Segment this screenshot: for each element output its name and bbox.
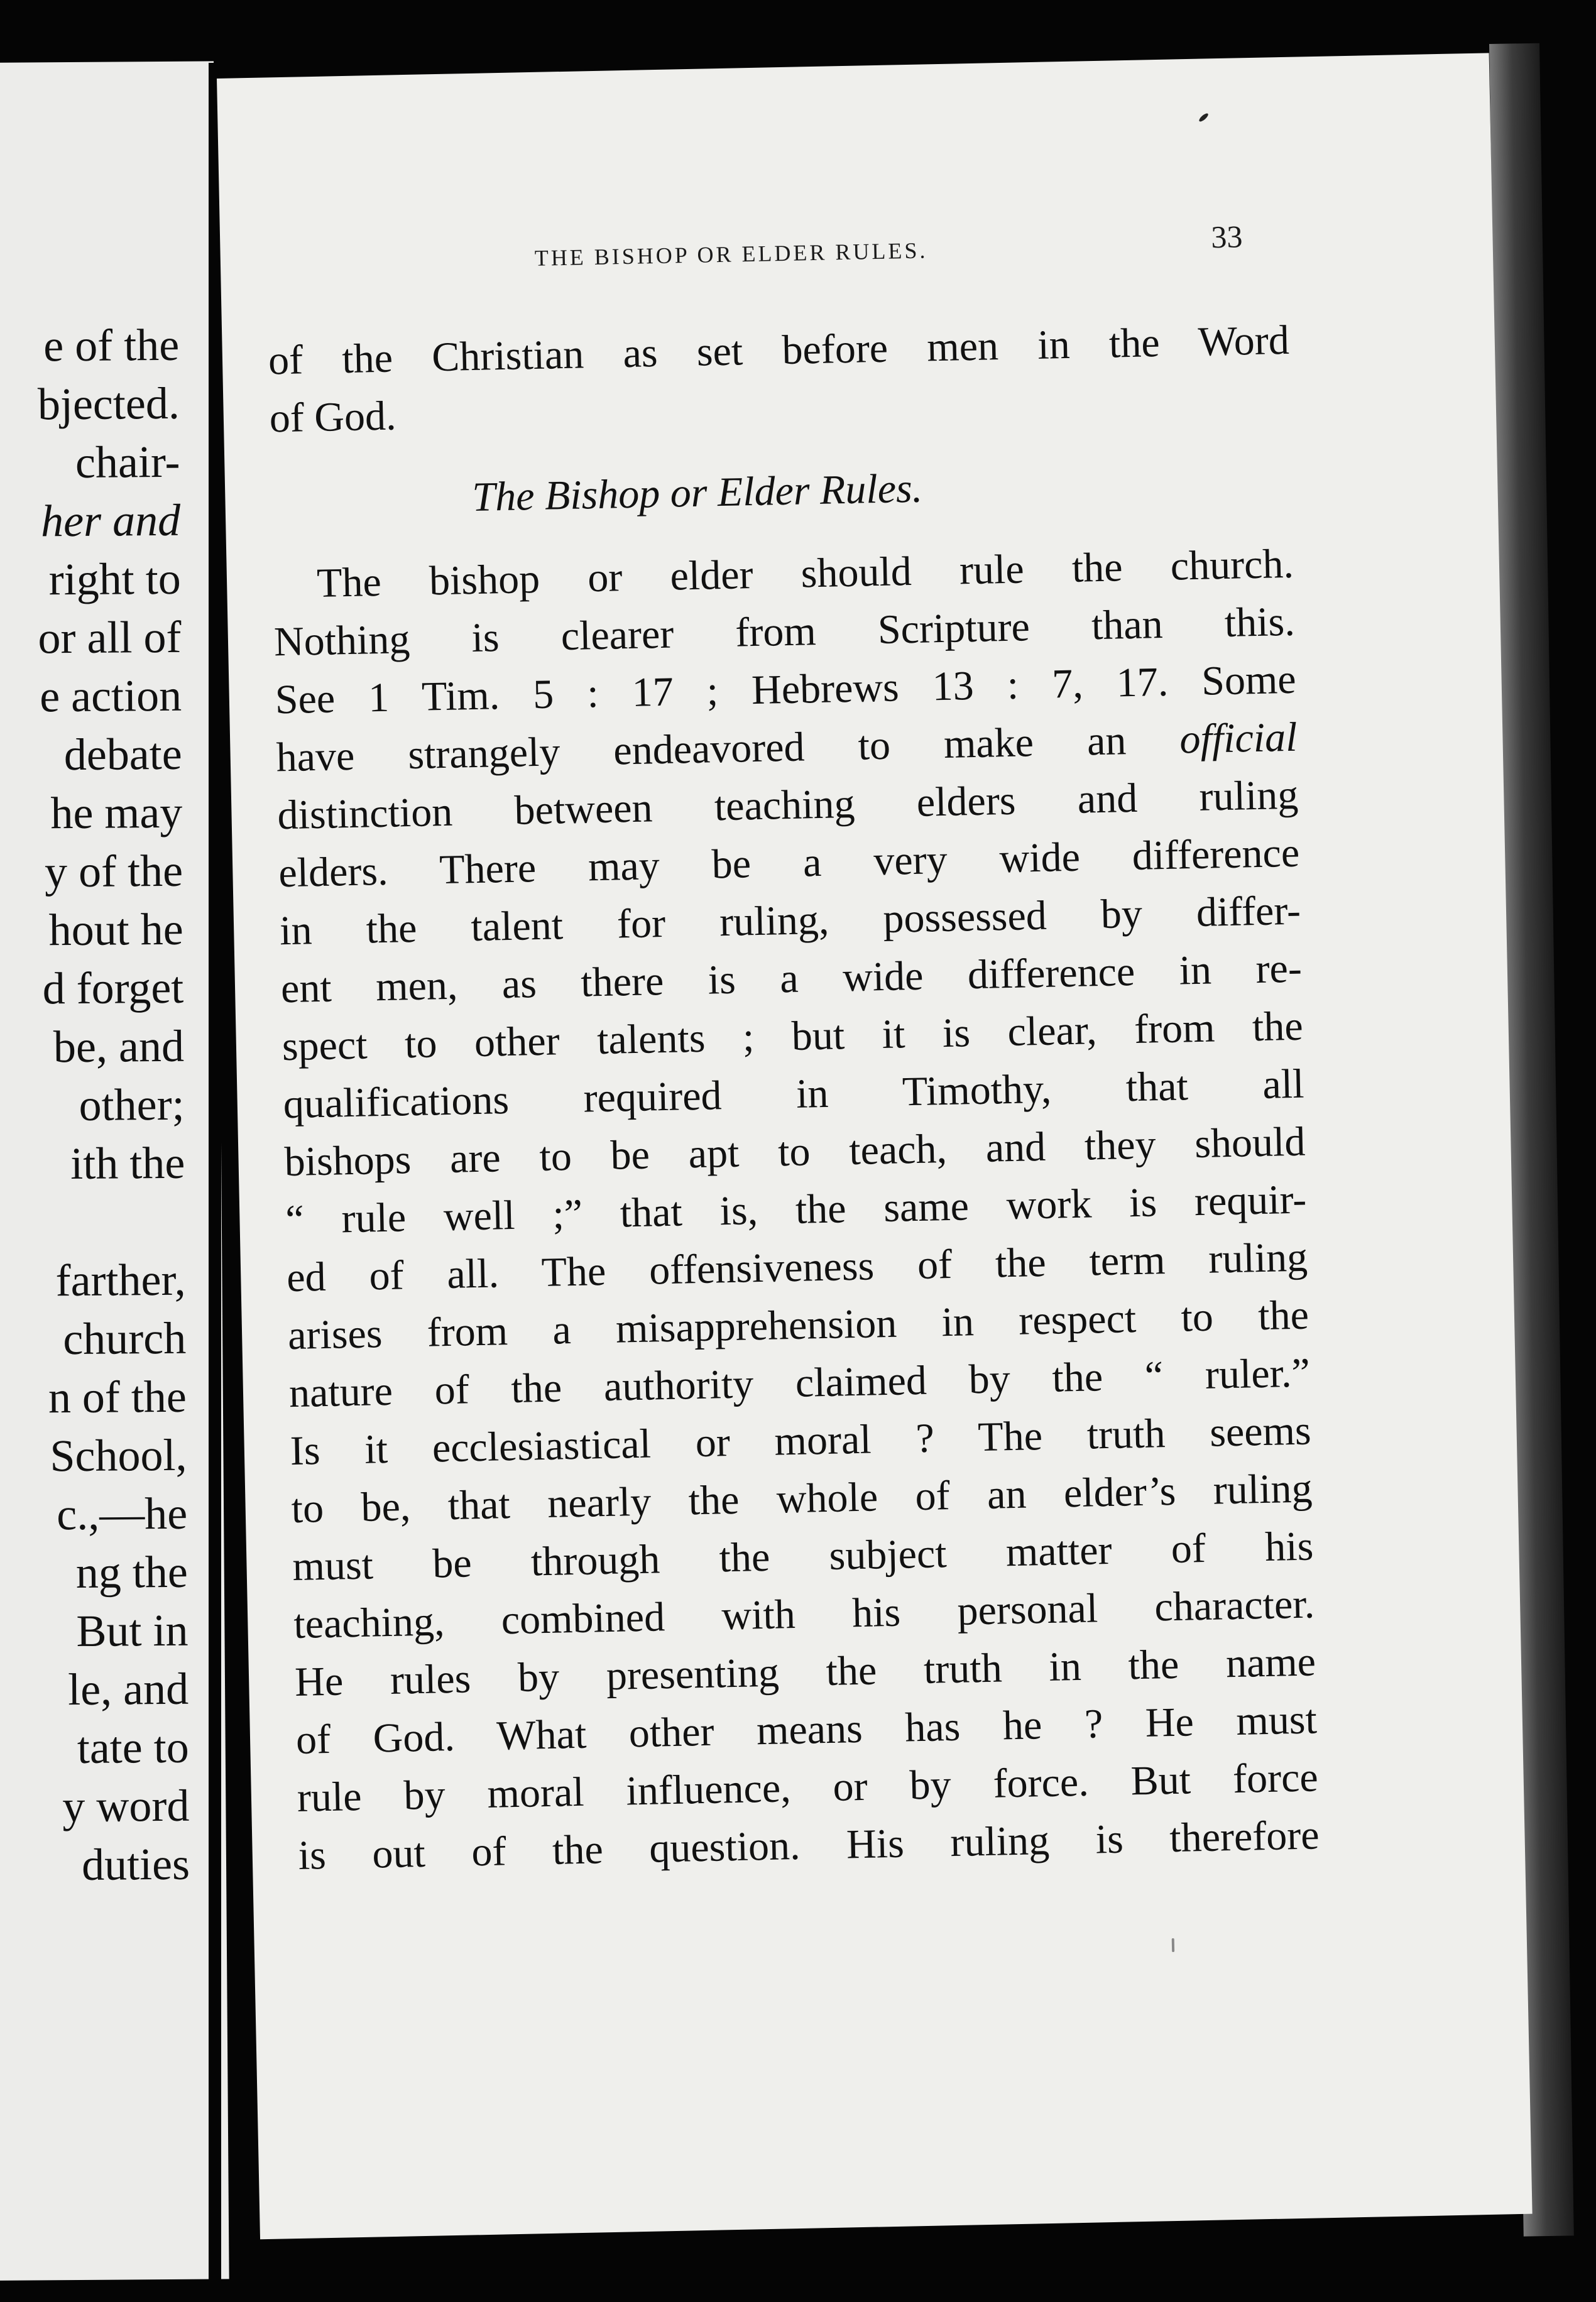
ink-speck [1172, 1938, 1174, 1952]
left-page-line: or all of [38, 611, 182, 663]
left-page-line: c.,—he [56, 1488, 188, 1540]
ink-speck [1198, 112, 1209, 123]
text-line: rule by moral influence, or by force. But force [297, 1754, 1319, 1821]
italic-word: official [1179, 714, 1298, 763]
left-page-line: y word [62, 1780, 190, 1832]
left-page-line: d forget [42, 962, 184, 1014]
text-line: spect to other talents ; but it is clear, from the [281, 1003, 1304, 1070]
text-line: arises from a misapprehension in respect to the [287, 1292, 1309, 1359]
left-page [0, 61, 229, 2280]
text-line: of the Christian as set before men in the Word [268, 317, 1290, 384]
page-body [268, 312, 1320, 1885]
text-line: “ rule well ;” that is, the same work is requir- [285, 1176, 1307, 1243]
left-page-line: be, and [53, 1020, 185, 1072]
text-line: teaching, combined with his personal character. [293, 1581, 1315, 1648]
left-page-line: But in [76, 1605, 189, 1657]
left-page-text [36, 316, 190, 1895]
left-page-line: n of the [48, 1371, 187, 1423]
running-head: THE BISHOP OR ELDER RULES. [534, 237, 928, 271]
left-page-line: right to [48, 553, 182, 605]
text-line: ed of all. The offensiveness of the term ruling [286, 1234, 1308, 1301]
text-line: of God. What other means has he ? He must [295, 1696, 1318, 1763]
text-line: must be through the subject matter of his [292, 1523, 1314, 1590]
text-line: to be, that nearly the whole of an elder’s ruling [290, 1465, 1313, 1532]
left-page-line: School, [50, 1429, 187, 1481]
left-page-line: e action [39, 670, 182, 722]
page-number: 33 [1210, 219, 1243, 255]
section-heading: The Bishop or Elder Rules. [471, 465, 923, 520]
left-page-line: church [63, 1312, 187, 1365]
text-line: Is it ecclesiastical or moral ? The truth seems [290, 1407, 1312, 1475]
left-page-line: farther, [55, 1254, 186, 1306]
text-line: nature of the authority claimed by the “ ruler.” [288, 1350, 1311, 1417]
left-page-line: y of the [44, 845, 183, 897]
text-line: qualifications required in Timothy, that all [283, 1061, 1305, 1128]
left-page-line: her and [40, 494, 181, 547]
text-line: He rules by presenting the truth in the name [294, 1639, 1316, 1706]
left-page-line: bjected. [37, 378, 180, 430]
left-page-line: ng the [75, 1546, 189, 1598]
left-page-line: tate to [77, 1721, 190, 1773]
text-line: The bishop or elder should rule the church. [316, 540, 1294, 606]
text-line: elders. There may be a very wide difference [278, 829, 1300, 897]
text-line: of God. [269, 393, 397, 442]
left-page-line: e of the [43, 319, 180, 371]
text-line: ent men, as there is a wide difference in re- [280, 945, 1303, 1012]
left-page-line: le, and [67, 1663, 189, 1715]
text-line: bishops are to be apt to teach, and they should [283, 1118, 1306, 1186]
book-gutter [209, 63, 221, 2299]
left-page-line: ith the [70, 1137, 185, 1189]
text-fragment: have strangely endeavored to make an official [275, 714, 1298, 781]
text-line: See 1 Tim. 5 : 17 ; Hebrews 13 : 7, 17. Some [275, 656, 1297, 723]
text-line: is out of the question. His ruling is therefore [298, 1812, 1320, 1879]
left-page-line: duties [81, 1838, 190, 1890]
left-page-line: he may [50, 787, 183, 839]
right-page [217, 53, 1533, 2239]
left-page-line: chair- [75, 436, 180, 488]
text-line: distinction between teaching elders and ruling [276, 772, 1299, 839]
left-page-line: other; [79, 1079, 185, 1130]
left-page-line: debate [63, 728, 182, 780]
text-line: Nothing is clearer from Scripture than this. [273, 598, 1296, 665]
text-line: in the talent for ruling, possessed by differ- [279, 887, 1301, 954]
left-page-line: hout he [48, 903, 183, 956]
left-page-line [42, 1192, 186, 1252]
